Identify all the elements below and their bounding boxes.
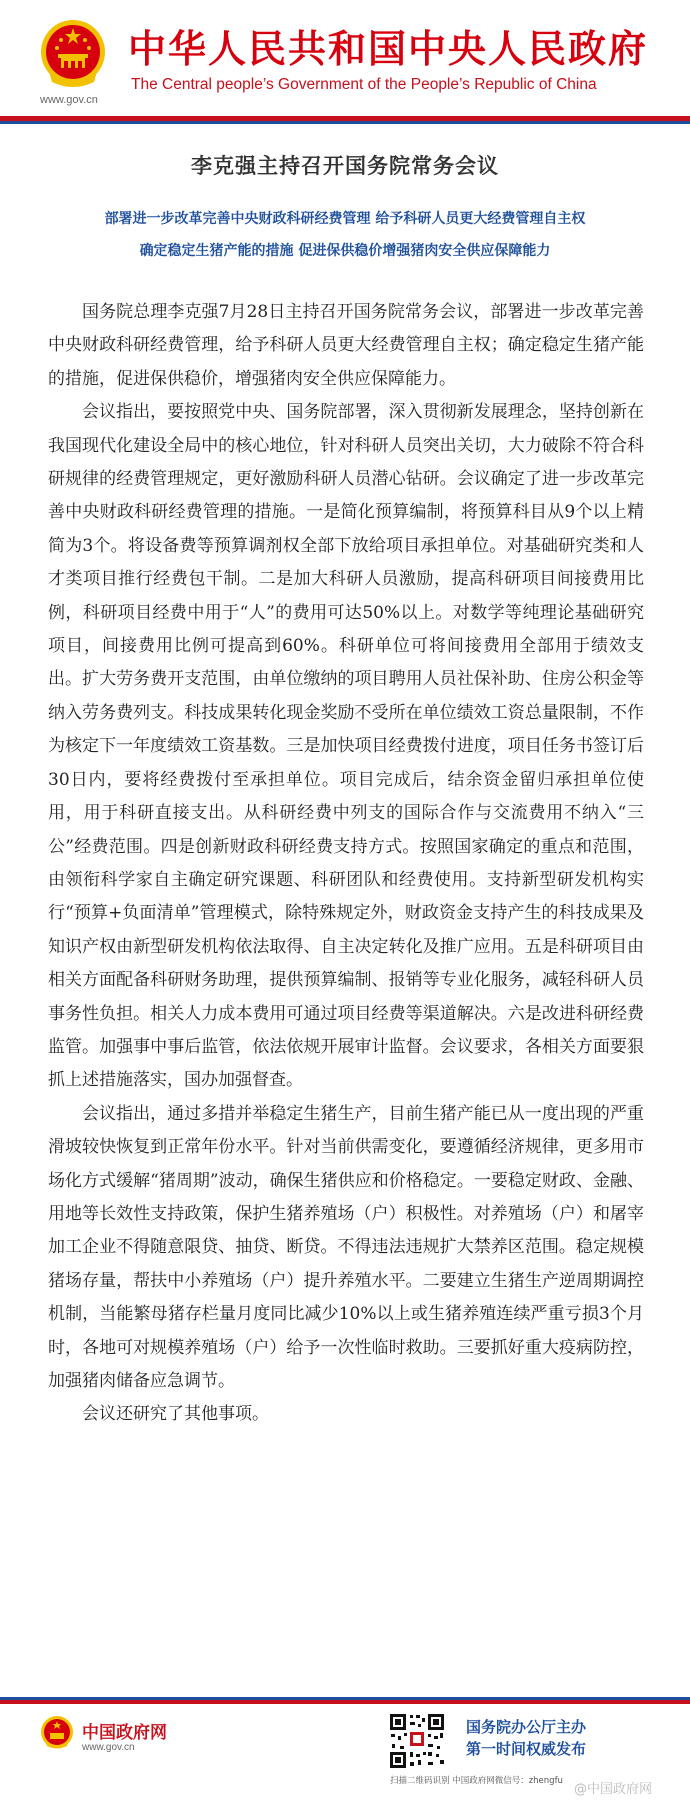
site-cn-title: 中华人民共和国中央人民政府 [128,27,649,71]
site-header [0,0,690,118]
national-emblem-icon [38,18,108,90]
qr-code-icon [388,1712,446,1770]
article-paragraph-3: 会议指出，通过多措并举稳定生猪生产，目前生猪产能已从一度出现的严重滑坡较快恢复到正常年份水平。针对当前供需变化，要遵循经济规律，更多用市场化方式缓解“猪周期”波动，确保生猪供应和价格稳定。一要稳定财政、金融、用地等长效性支持政策，保护生猪养殖场（户）积极性。对养殖场（户）和屠宰加工企业不得随意限贷、抽贷、断贷。不得违法违规扩大禁养区范围。稳定规模猪场存量，帮扶中小养殖场（户）提升养殖水平。二要建立生猪生产逆周期调控机制，当能繁母猪存栏量月度同比减少10%以上或生猪养殖连续严重亏损3个月时，各地可对规模养殖场（户）给予一次性临时救助。三要抓好重大疫病防控，加强猪肉储备应急调节。 [48,1103,644,1391]
article-subtitle-line1: 部署进一步改革完善中央财政科研经费管理 给予科研人员更大经费管理自主权 [104,211,586,227]
header-site-url[interactable]: www.gov.cn [40,94,98,106]
footer-divider-red [0,1700,690,1704]
footer-slogan-line2: 第一时间权威发布 [466,1740,587,1758]
weibo-watermark: @中国政府网 [574,1782,653,1797]
article-paragraph-2: 会议指出，要按照党中央、国务院部署，深入贯彻新发展理念，坚持创新在我国现代化建设全局中的核心地位，针对科研人员突出关切，大力破除不符合科研规律的经费管理规定，更好激励科研人员潜心钻研。会议确定了进一步改革完善中央财政科研经费管理的措施。一是简化预算编制，将预算科目从9个以上精简为3个。将设备费等预算调剂权全部下放给项目承担单位。对基础研究类和人才类项目推行经费包干制。二是加大科研人员激励，提高科研项目间接费用比例，科研项目经费中用于“人”的费用可达50%以上。对数学等纯理论基础研究项目，间接费用比例可提高到60%。科研单位可将间接费用全部用于绩效支出。扩大劳务费开支范围，由单位缴纳的项目聘用人员社保补助、住房公积金等纳入劳务费列支。科技成果转化现金奖励不受所在单位绩效工资总量限制，不作为核定下一年度绩效工资基数。三是加快项目经费拨付进度，项目任务书签订后30日内，要将经费拨付至承担单位。项目完成后，结余资金留归承担单位使用，用于科研直接支出。从科研经费中列支的国际合作与交流费用不纳入“三公”经费范围。四是创新财政科研经费支持方式。按照国家确定的重点和范围，由领衔科学家自主确定研究课题、科研团队和经费使用。支持新型研发机构实行“预算+负面清单”管理模式，除特殊规定外，财政资金支持产生的科技成果及知识产权由新型研发机构依法取得、自主决定转化及推广应用。五是科研项目由相关方面配备科研财务助理，提供预算编制、报销等专业化服务，减轻科研人员事务性负担。相关人力成本费用可通过项目经费等渠道解决。六是改进科研经费监管。加强事中事后监管，依法依规开展审计监督。会议要求，各相关方面要狠抓上述措施落实，国办加强督查。 [48,402,644,1091]
article-paragraph-4: 会议还研究了其他事项。 [82,1404,269,1425]
header-divider-blue [0,121,690,124]
footer-site-url[interactable]: www.gov.cn [82,1742,135,1753]
article-title: 李克强主持召开国务院常务会议 [191,154,499,178]
article-paragraph-1: 国务院总理李克强7月28日主持召开国务院常务会议，部署进一步改革完善中央财政科研经费管理，给予科研人员更大经费管理自主权；确定稳定生猪产能的措施，促进保供稳价，增强猪肉安全供应保障能力。 [48,302,644,389]
footer-site-name: 中国政府网 [82,1723,167,1743]
footer-slogan-line1: 国务院办公厅主办 [466,1718,587,1736]
article-body [48,296,644,1432]
qr-caption: 扫描二维码识别 中国政府网微信号：zhengfu [390,1776,563,1786]
footer-emblem-icon [40,1715,74,1751]
site-en-title: The Central people’s Government of the People’s Republic of China [131,76,597,93]
article-subtitle-line2: 确定稳定生猪产能的措施 促进保供稳价增强猪肉安全供应保障能力 [139,243,551,259]
